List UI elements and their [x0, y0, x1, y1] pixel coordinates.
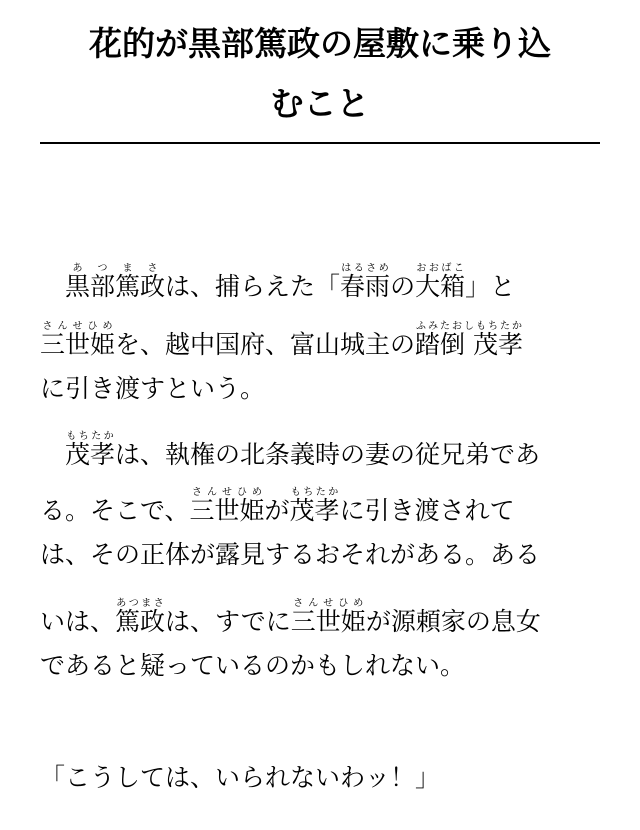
furigana: もちたか	[289, 487, 340, 498]
furigana: おおばこ	[415, 263, 466, 274]
body-line-1	[40, 263, 620, 299]
ruby-word	[290, 598, 366, 636]
body-line-7	[40, 598, 620, 634]
text-run: は、すでに	[165, 607, 291, 636]
ruby-base: 大箱	[415, 272, 466, 301]
furigana: さんせひめ	[189, 487, 265, 498]
furigana: あつまさ	[65, 263, 166, 274]
body-line-4	[40, 431, 620, 467]
ruby-word	[415, 321, 523, 359]
ruby-word	[289, 487, 340, 525]
ruby-word	[340, 263, 391, 301]
text-run: が	[264, 496, 290, 525]
text-run: に引き渡されて	[339, 496, 515, 525]
body-line-9	[40, 765, 620, 790]
ruby-base: 茂孝	[65, 440, 116, 469]
body-line-6	[40, 542, 620, 567]
text-run	[40, 272, 65, 301]
text-run: が源頼家の息女	[365, 607, 541, 636]
chapter-title-line-2: むこと	[270, 84, 370, 123]
ruby-base: 三世姫	[290, 607, 366, 636]
furigana: さんせひめ	[290, 598, 366, 609]
body-line-5	[40, 487, 620, 523]
body-line-3	[40, 376, 620, 401]
chapter-title	[20, 14, 620, 134]
text-run: に引き渡すという。	[40, 374, 266, 403]
ruby-word	[65, 431, 116, 469]
text-run: の	[390, 272, 416, 301]
title-divider	[40, 142, 600, 144]
ruby-base: 篤政	[115, 607, 166, 636]
furigana: あつまさ	[115, 598, 166, 609]
body-line-2	[40, 321, 620, 357]
text-run: は、その正体が露見するおそれがある。ある	[40, 540, 541, 569]
ruby-word	[65, 263, 166, 301]
ruby-base: 踏倒 茂孝	[415, 330, 523, 359]
text-run: いは、	[40, 607, 116, 636]
text-run: 「こうしては、いられないわッ！」	[40, 763, 441, 792]
ruby-base: 三世姫	[40, 330, 116, 359]
body-line-8	[40, 653, 620, 678]
text-run	[40, 440, 65, 469]
furigana: はるさめ	[340, 263, 391, 274]
text-run: は、執権の北条義時の妻の従兄弟であ	[115, 440, 541, 469]
chapter-title-line-1: 花的が黒部篤政の屋敷に乗り込	[89, 24, 551, 63]
ruby-word	[40, 321, 116, 359]
furigana: もちたか	[65, 431, 116, 442]
ruby-base: 春雨	[340, 272, 391, 301]
furigana: さんせひめ	[40, 321, 116, 332]
text-run: は、捕らえた「	[165, 272, 341, 301]
text-run: であると疑っているのかもしれない。	[40, 651, 466, 680]
text-run: る。そこで、	[40, 496, 190, 525]
text-run: 」と	[465, 272, 516, 301]
ruby-word	[115, 598, 166, 636]
text-run: を、越中国府、富山城主の	[115, 330, 416, 359]
ruby-base: 三世姫	[189, 496, 265, 525]
ruby-word	[415, 263, 466, 301]
ruby-base: 黒部篤政	[65, 272, 166, 301]
ruby-base: 茂孝	[289, 496, 340, 525]
ruby-word	[189, 487, 265, 525]
furigana: ふみたおしもちたか	[415, 321, 523, 332]
